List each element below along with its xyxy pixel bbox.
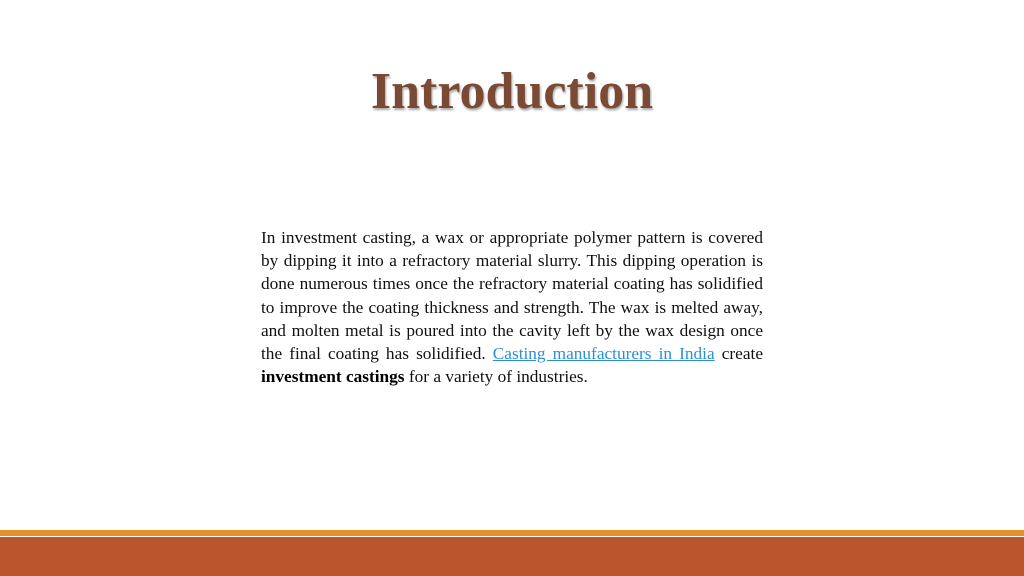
casting-manufacturers-link[interactable]: Casting manufacturers in India (492, 344, 715, 364)
paragraph-text-end: for a variety of industries. (404, 367, 588, 387)
footer-accent-line (0, 530, 1024, 536)
investment-castings-bold: investment castings (261, 367, 405, 387)
footer-band (0, 537, 1024, 576)
paragraph-text-middle: create (714, 344, 763, 364)
intro-paragraph (261, 226, 763, 388)
slide-title: Introduction (370, 63, 654, 120)
paragraph-text-start: In investment casting, a wax or appropriate polymer pattern is covered by dipping it into a refractory material slurry. This dipping operation is done numerous times once the refractory material coating has solidified to improve the coating thickness and strength. The wax is melted away, and molten metal is poured into the cavity left by the wax design once the final coating has solidified. (261, 228, 763, 364)
